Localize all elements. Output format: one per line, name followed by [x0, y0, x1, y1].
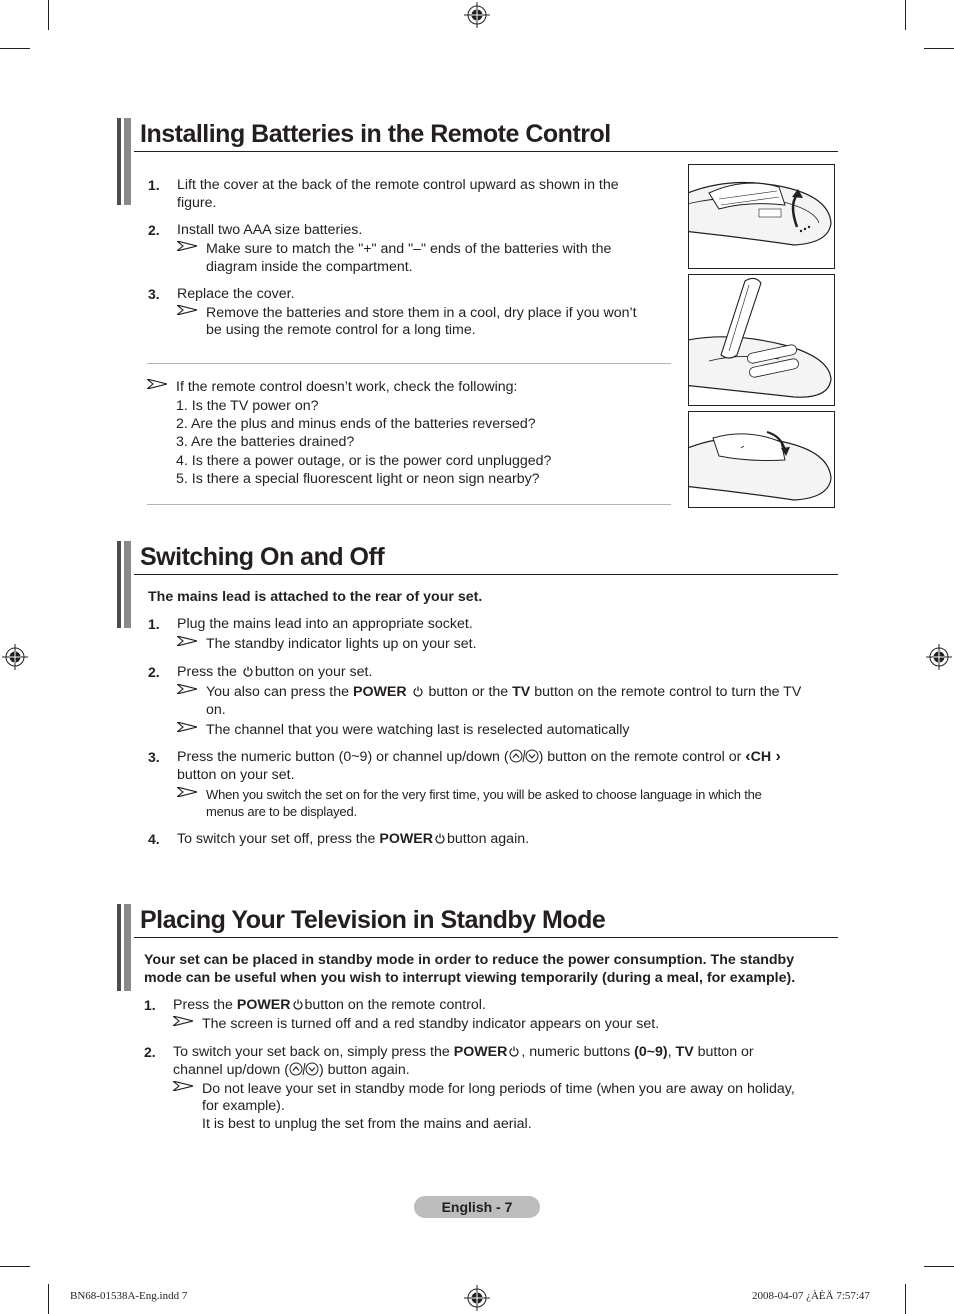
- text-segment: Press the: [173, 997, 233, 1013]
- section-bar: [117, 541, 121, 628]
- crop-mark: [0, 1266, 30, 1267]
- section-bar: [124, 118, 131, 205]
- text-segment: button again.: [447, 831, 530, 847]
- note-arrow-icon: [173, 1016, 193, 1026]
- text-segment: To switch your set off, press the: [177, 831, 376, 847]
- crop-mark: [0, 48, 30, 49]
- text-segment: ,: [667, 1044, 672, 1060]
- text-segment: button on the remote control to turn the TV: [534, 684, 802, 700]
- section-rule: [134, 151, 838, 152]
- registration-mark-icon: [926, 644, 952, 670]
- date-slug: 2008-04-07 ¿ÀÈÄ 7:57:47: [752, 1290, 870, 1302]
- section-title-batteries: Installing Batteries in the Remote Control: [140, 120, 611, 148]
- step-number: 1.: [144, 997, 156, 1013]
- crop-mark: [905, 1284, 906, 1314]
- text-segment: ) button on the remote control or: [538, 749, 742, 765]
- power-icon: [435, 833, 445, 844]
- text-segment: channel up/down (: [173, 1062, 289, 1078]
- step-number: 4.: [148, 831, 160, 847]
- registration-mark-icon: [464, 2, 490, 28]
- step-text: [177, 663, 372, 681]
- note-text: be using the remote control for a long time.: [206, 322, 476, 338]
- note-text: Remove the batteries and store them in a cool, dry place if you won’t: [206, 305, 637, 321]
- checklist-intro: If the remote control doesn’t work, check the following:: [176, 379, 518, 395]
- tv-label: TV: [512, 684, 531, 700]
- checklist-item: 4. Is there a power outage, or is the power cord unplugged?: [176, 453, 552, 469]
- chevron-right-icon: ›: [771, 748, 781, 765]
- note-arrow-icon: [177, 684, 197, 694]
- intro-text: The mains lead is attached to the rear of your set.: [148, 589, 483, 605]
- section-title-standby: Placing Your Television in Standby Mode: [140, 906, 606, 934]
- tv-label: TV: [675, 1044, 694, 1060]
- section-rule: [134, 937, 838, 938]
- figure-remote-batteries: [688, 274, 835, 406]
- text-segment: button or: [697, 1044, 754, 1060]
- power-label: POWER: [453, 1044, 508, 1060]
- note-text: Do not leave your set in standby mode for long periods of time (when you are away on holiday,: [202, 1081, 795, 1097]
- channel-up-down-icon: [289, 1062, 319, 1076]
- section-rule: [134, 574, 838, 575]
- text-segment: You also can press the: [206, 684, 350, 700]
- power-label: POWER: [352, 684, 407, 700]
- step-number: 1.: [148, 177, 160, 193]
- registration-mark-icon: [2, 644, 28, 670]
- crop-mark: [48, 1284, 49, 1314]
- note-text: Make sure to match the "+" and "–" ends of the batteries with the: [206, 241, 612, 257]
- text-segment: button or the: [428, 684, 509, 700]
- note-text: on.: [206, 702, 226, 718]
- note-text: diagram inside the compartment.: [206, 259, 413, 275]
- note-arrow-icon: [177, 241, 197, 251]
- step-text: figure.: [177, 195, 217, 211]
- checklist-item: 1. Is the TV power on?: [176, 398, 319, 414]
- note-text: It is best to unplug the set from the mains and aerial.: [202, 1116, 532, 1132]
- step-text: [177, 748, 781, 766]
- note-text: The screen is turned off and a red standby indicator appears on your set.: [202, 1016, 660, 1032]
- note-text: The channel that you were watching last is reselected automatically: [206, 722, 630, 738]
- power-icon: [293, 999, 303, 1010]
- step-text: Lift the cover at the back of the remote control upward as shown in the: [177, 177, 619, 193]
- step-text: Plug the mains lead into an appropriate socket.: [177, 616, 473, 632]
- note-arrow-icon: [177, 305, 197, 315]
- section-intro: Your set can be placed in standby mode in order to reduce the power consumption. The standby: [144, 952, 795, 968]
- text-segment: To switch your set back on, simply press the: [173, 1044, 450, 1060]
- section-title-switching: Switching On and Off: [140, 543, 385, 571]
- step-text: Replace the cover.: [177, 286, 295, 302]
- section-intro: [148, 588, 482, 606]
- section-bar: [124, 541, 131, 628]
- power-icon: [413, 686, 423, 697]
- step-number: 2.: [144, 1044, 156, 1060]
- note-arrow-icon: [177, 787, 197, 797]
- step-text: [177, 830, 529, 848]
- chevron-left-icon: ‹: [745, 748, 751, 765]
- text-segment: button on your set.: [254, 664, 373, 680]
- section-bar: [117, 904, 121, 991]
- file-slug: BN68-01538A-Eng.indd 7: [70, 1290, 188, 1302]
- registration-mark-icon: [464, 1285, 490, 1311]
- checklist-item: 3. Are the batteries drained?: [176, 434, 355, 450]
- divider: [147, 504, 671, 505]
- section-bar: [117, 118, 121, 205]
- step-number: 3.: [148, 749, 160, 765]
- step-text: [173, 1061, 410, 1079]
- step-text: button on your set.: [177, 767, 295, 783]
- step-number: 2.: [148, 664, 160, 680]
- crop-mark: [905, 0, 906, 30]
- note-text: [206, 683, 801, 701]
- note-arrow-icon: [147, 379, 167, 389]
- note-text: The standby indicator lights up on your set.: [206, 636, 477, 652]
- step-number: 1.: [148, 616, 160, 632]
- ch-label: CH: [750, 749, 772, 765]
- step-number: 2.: [148, 222, 160, 238]
- note-text: When you switch the set on for the very first time, you will be asked to choose language in which the: [206, 787, 762, 802]
- numbers-label: (0~9): [634, 1044, 668, 1060]
- power-icon: [509, 1046, 519, 1057]
- text-segment: , numeric buttons: [521, 1044, 631, 1060]
- note-text: for example).: [202, 1098, 285, 1114]
- power-label: POWER: [379, 831, 434, 847]
- crop-mark: [924, 48, 954, 49]
- section-intro: mode can be useful when you wish to interrupt viewing temporarily (during a meal, for example).: [144, 970, 796, 986]
- checklist-item: 5. Is there a special fluorescent light or neon sign nearby?: [176, 471, 540, 487]
- step-number: 3.: [148, 286, 160, 302]
- text-segment: Press the numeric button (0~9) or channel up/down (: [177, 749, 509, 765]
- figure-remote-close-cover: [688, 411, 835, 508]
- crop-mark: [48, 0, 49, 30]
- power-label: POWER: [236, 997, 291, 1013]
- note-arrow-icon: [177, 722, 197, 732]
- text-segment: ) button again.: [318, 1062, 410, 1078]
- crop-mark: [924, 1266, 954, 1267]
- note-arrow-icon: [173, 1081, 193, 1091]
- page-number-badge: English - 7: [414, 1196, 540, 1218]
- figure-remote-open-cover: [688, 164, 835, 269]
- text-segment: Press the: [177, 664, 237, 680]
- text-segment: button on the remote control.: [304, 997, 486, 1013]
- note-arrow-icon: [177, 636, 197, 646]
- channel-up-down-icon: [509, 749, 539, 763]
- step-text: [173, 996, 486, 1014]
- checklist-item: 2. Are the plus and minus ends of the batteries reversed?: [176, 416, 536, 432]
- step-text: [173, 1043, 754, 1061]
- power-icon: [243, 666, 253, 677]
- divider: [147, 363, 671, 364]
- section-bar: [124, 904, 131, 991]
- step-text: Install two AAA size batteries.: [177, 222, 363, 238]
- note-text: menus are to be displayed.: [206, 804, 357, 819]
